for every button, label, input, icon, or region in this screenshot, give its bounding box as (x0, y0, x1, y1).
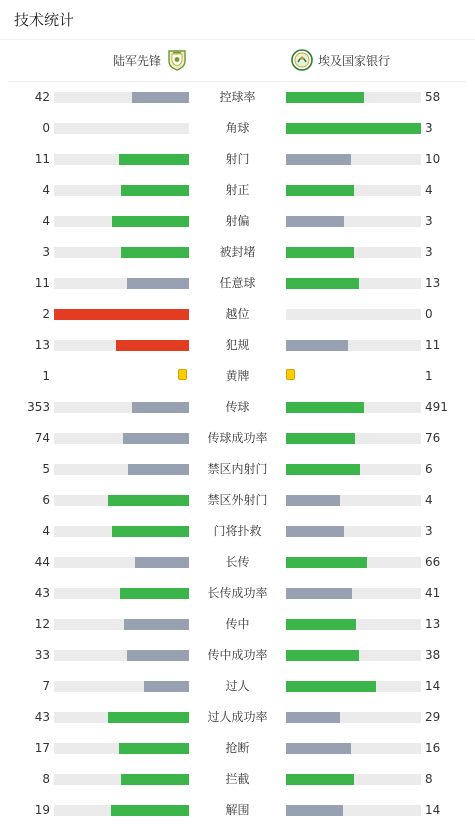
home-stat-value: 4 (42, 524, 50, 538)
home-stat-bar-fill (144, 681, 189, 692)
away-stat-value: 16 (425, 741, 441, 755)
stat-label: 长传 (225, 555, 250, 569)
home-stat-bar (54, 123, 189, 134)
away-stat-bar-fill (286, 526, 344, 537)
stat-row (0, 485, 475, 516)
home-stat-value: 4 (42, 183, 50, 197)
home-stat-bar (54, 650, 189, 661)
away-team-name: 埃及国家银行 (318, 53, 391, 68)
home-stat-bar-fill (128, 464, 189, 475)
home-stat-bar-fill (121, 774, 189, 785)
away-stat-value: 6 (425, 462, 433, 476)
home-stat-bar-fill (132, 402, 189, 413)
home-stat-bar (54, 402, 189, 413)
home-stat-value: 3 (42, 245, 50, 259)
stat-label: 射正 (225, 183, 250, 197)
stat-label: 黄牌 (225, 369, 250, 383)
home-stat-bar-fill (112, 526, 189, 537)
section-title: 技术统计 (14, 11, 75, 29)
stat-label: 任意球 (219, 276, 256, 290)
stat-label: 传球成功率 (207, 431, 268, 445)
away-stat-value: 76 (425, 431, 441, 445)
away-stat-bar (286, 805, 421, 816)
home-stat-bar (54, 805, 189, 816)
home-stat-value: 8 (42, 772, 50, 786)
stat-label: 被封堵 (219, 245, 256, 259)
away-stat-bar (286, 309, 421, 320)
home-stat-value: 43 (34, 710, 50, 724)
home-stat-value: 12 (34, 617, 50, 631)
away-stat-bar (286, 154, 421, 165)
away-stat-value: 4 (425, 493, 433, 507)
section-header (0, 0, 475, 40)
away-stat-bar-fill (286, 185, 354, 196)
stat-row (0, 268, 475, 299)
home-stat-bar (54, 433, 189, 444)
home-stat-bar-fill (112, 216, 189, 227)
stat-label: 禁区内射门 (207, 462, 268, 476)
home-stat-bar-fill (127, 650, 189, 661)
away-stat-bar-fill (286, 712, 340, 723)
away-stat-bar-fill (286, 774, 354, 785)
stat-label: 门将扑救 (213, 524, 262, 538)
home-team[interactable] (113, 49, 188, 71)
away-stat-bar-fill (286, 92, 364, 103)
home-stat-bar (54, 309, 189, 320)
home-stat-bar-fill (116, 340, 189, 351)
home-stat-bar (54, 185, 189, 196)
home-stat-value: 74 (34, 431, 50, 445)
home-stat-bar-fill (124, 619, 189, 630)
away-stat-bar-fill (286, 650, 359, 661)
home-stat-bar (54, 712, 189, 723)
home-stat-bar-fill (123, 433, 189, 444)
home-stat-bar (54, 495, 189, 506)
away-stat-bar (286, 712, 421, 723)
stat-row (0, 144, 475, 175)
away-stat-bar (286, 247, 421, 258)
stat-label: 射偏 (225, 214, 250, 228)
away-stat-bar (286, 495, 421, 506)
home-stat-bar (54, 247, 189, 258)
stat-row (0, 578, 475, 609)
stat-row (0, 330, 475, 361)
yellow-card-icon (286, 369, 295, 380)
home-stat-bar-fill (121, 247, 189, 258)
home-stat-value: 19 (34, 803, 50, 817)
away-stat-bar-fill (286, 123, 421, 134)
stat-row (0, 764, 475, 795)
home-stat-value: 2 (42, 307, 50, 321)
stat-row (0, 361, 475, 392)
stat-row (0, 547, 475, 578)
home-stat-value: 11 (34, 276, 50, 290)
stat-row (0, 733, 475, 764)
home-stat-bar (54, 681, 189, 692)
round-emblem-icon (291, 49, 313, 71)
stat-label: 射门 (225, 152, 250, 166)
stat-row (0, 671, 475, 702)
stat-label: 禁区外射门 (207, 493, 268, 507)
away-stat-bar-fill (286, 557, 367, 568)
stat-label: 控球率 (219, 90, 256, 104)
home-stat-value: 6 (42, 493, 50, 507)
home-stat-bar (54, 464, 189, 475)
stat-row (0, 423, 475, 454)
away-stat-bar (286, 681, 421, 692)
home-stat-bar-fill (127, 278, 189, 289)
stat-row (0, 640, 475, 671)
home-stat-bar-fill (120, 588, 189, 599)
away-stat-value: 4 (425, 183, 433, 197)
home-stat-value: 1 (42, 369, 50, 383)
stat-row (0, 113, 475, 144)
away-stat-bar-fill (286, 464, 360, 475)
away-stat-value: 38 (425, 648, 441, 662)
home-stat-bar (54, 619, 189, 630)
away-team[interactable] (291, 49, 390, 71)
home-stat-value: 0 (42, 121, 50, 135)
home-stat-value: 42 (34, 90, 50, 104)
stat-label: 角球 (225, 121, 250, 135)
home-stat-value: 17 (34, 741, 50, 755)
away-stat-bar (286, 185, 421, 196)
away-stat-bar-fill (286, 340, 348, 351)
stat-label: 传中 (225, 617, 250, 631)
home-team-name: 陆军先锋 (112, 53, 161, 68)
home-stat-bar (54, 743, 189, 754)
away-stat-bar (286, 557, 421, 568)
home-stat-bar-fill (135, 557, 189, 568)
away-stat-value: 3 (425, 214, 433, 228)
away-stat-bar-fill (286, 805, 343, 816)
away-stat-value: 3 (425, 121, 433, 135)
stat-label: 传球 (225, 400, 250, 414)
home-stat-bar-fill (119, 743, 189, 754)
away-stat-value: 0 (425, 307, 433, 321)
away-stat-value: 10 (425, 152, 441, 166)
away-stat-value: 3 (425, 524, 433, 538)
home-stat-bar-fill (121, 185, 189, 196)
home-stat-value: 11 (34, 152, 50, 166)
home-stat-bar (54, 278, 189, 289)
home-stat-value: 43 (34, 586, 50, 600)
away-stat-bar-fill (286, 402, 364, 413)
stat-row (0, 392, 475, 423)
shield-crest-icon (166, 49, 188, 71)
away-stat-bar-fill (286, 278, 359, 289)
home-stat-value: 353 (27, 400, 50, 414)
away-stat-bar-fill (286, 495, 340, 506)
stat-label: 犯规 (225, 338, 250, 352)
home-stat-bar (54, 92, 189, 103)
stat-row (0, 175, 475, 206)
home-stat-bar (54, 526, 189, 537)
away-stat-bar-fill (286, 433, 355, 444)
stat-row (0, 82, 475, 113)
away-stat-bar (286, 92, 421, 103)
away-stat-bar (286, 216, 421, 227)
away-stat-bar-fill (286, 247, 354, 258)
away-stat-bar-fill (286, 681, 376, 692)
away-stat-bar (286, 743, 421, 754)
stat-row (0, 206, 475, 237)
home-stat-bar (54, 216, 189, 227)
away-stat-value: 29 (425, 710, 441, 724)
stat-label: 抢断 (225, 741, 250, 755)
away-stat-bar (286, 123, 421, 134)
away-stat-bar (286, 340, 421, 351)
away-stat-value: 1 (425, 369, 433, 383)
away-stat-value: 14 (425, 679, 441, 693)
away-stat-value: 491 (425, 400, 448, 414)
home-stat-value: 44 (34, 555, 50, 569)
away-stat-bar (286, 464, 421, 475)
stat-row (0, 516, 475, 547)
stat-label: 长传成功率 (207, 586, 268, 600)
away-stat-bar-fill (286, 216, 344, 227)
away-stat-bar (286, 619, 421, 630)
stat-row (0, 454, 475, 485)
away-stat-value: 58 (425, 90, 441, 104)
away-stat-bar (286, 526, 421, 537)
away-stat-bar (286, 588, 421, 599)
away-stat-bar (286, 650, 421, 661)
home-stat-value: 33 (34, 648, 50, 662)
away-stat-bar (286, 433, 421, 444)
stat-row (0, 609, 475, 640)
stat-label: 过人 (225, 679, 250, 693)
away-stat-bar (286, 278, 421, 289)
away-stat-value: 14 (425, 803, 441, 817)
away-stat-value: 8 (425, 772, 433, 786)
home-stat-bar (54, 774, 189, 785)
away-stat-bar-fill (286, 743, 351, 754)
home-stat-bar-fill (119, 154, 189, 165)
away-stat-bar-fill (286, 588, 352, 599)
away-stat-value: 3 (425, 245, 433, 259)
stat-label: 越位 (225, 307, 250, 321)
away-stat-value: 66 (425, 555, 441, 569)
stat-label: 传中成功率 (207, 648, 268, 662)
home-stat-bar (54, 557, 189, 568)
away-stat-value: 41 (425, 586, 441, 600)
away-stat-value: 13 (425, 617, 441, 631)
away-stat-value: 11 (425, 338, 441, 352)
stat-label: 解围 (225, 803, 250, 817)
home-stat-bar-fill (54, 309, 189, 320)
home-stat-value: 5 (42, 462, 50, 476)
away-stat-value: 13 (425, 276, 441, 290)
away-stat-bar-fill (286, 619, 356, 630)
away-stat-bar (286, 402, 421, 413)
stat-row (0, 299, 475, 330)
stat-label: 过人成功率 (207, 710, 268, 724)
home-stat-value: 7 (42, 679, 50, 693)
teams-header (8, 40, 467, 82)
yellow-card-icon (178, 369, 187, 380)
home-stat-bar-fill (132, 92, 189, 103)
home-stat-value: 4 (42, 214, 50, 228)
home-stat-bar (54, 154, 189, 165)
home-stat-bar-fill (108, 712, 189, 723)
home-stat-bar (54, 588, 189, 599)
home-stat-bar (54, 340, 189, 351)
stat-label: 拦截 (225, 772, 250, 786)
home-stat-bar-fill (108, 495, 189, 506)
away-stat-bar (286, 774, 421, 785)
stat-row (0, 795, 475, 826)
home-stat-bar-fill (111, 805, 189, 816)
away-stat-bar-fill (286, 154, 351, 165)
home-stat-value: 13 (34, 338, 50, 352)
stat-row (0, 237, 475, 268)
stat-row (0, 702, 475, 733)
